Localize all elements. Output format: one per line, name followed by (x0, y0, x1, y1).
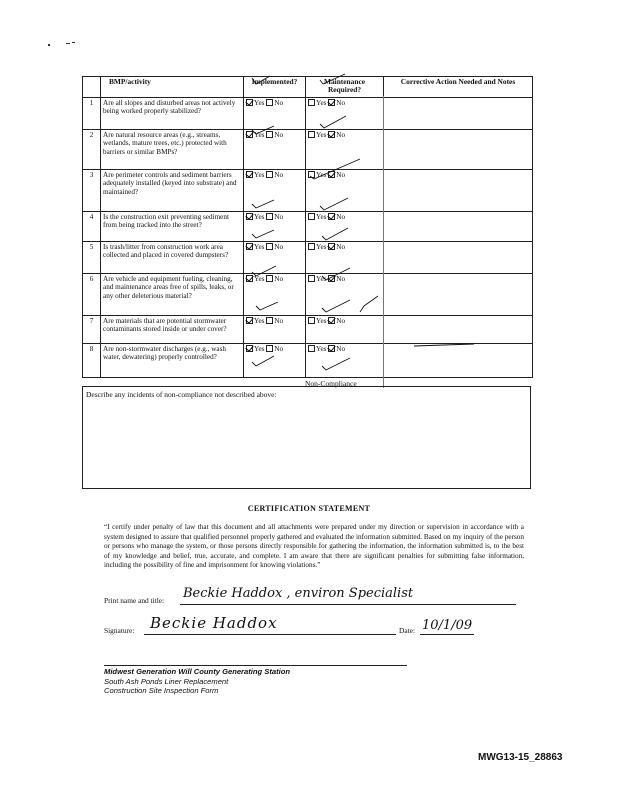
document-id: MWG13-15_28863 (478, 752, 563, 763)
date-line (420, 634, 474, 635)
row-number: 1 (83, 98, 101, 130)
footer-block (104, 667, 290, 696)
print-name-line (180, 604, 516, 605)
scan-dash-line (383, 96, 384, 388)
checkbox-label: Yes (254, 345, 265, 353)
row-question: Are materials that are potential stormwater contaminants stored inside or under cover? (101, 316, 244, 344)
date-handwriting[interactable]: 10/1/09 (422, 618, 473, 633)
checkbox-label: Yes (316, 243, 327, 251)
checkbox-label: Yes (316, 131, 327, 139)
row-question: Are vehicle and equipment fueling, cleaning, and maintenance areas free of spills, leaks, or any other deleterious material? (101, 274, 244, 316)
row-question: Are natural resource areas (e.g., streams, wetlands, mature trees, etc.) protected with barriers or similar BMPs? (101, 130, 244, 170)
checkbox-label: No (336, 213, 346, 221)
signature-label: Signature: (104, 626, 135, 635)
footer-project: South Ash Ponds Liner Replacement (104, 676, 229, 686)
print-name-label: Print name and title: (104, 596, 165, 605)
noncompliance-box[interactable] (82, 386, 531, 489)
row-question: Is trash/litter from construction work area collected and placed in covered dumpsters? (101, 242, 244, 274)
date-label: Date: (399, 626, 416, 635)
checkbox-label: No (274, 171, 284, 179)
checkbox-label: Yes (254, 317, 265, 325)
row-question: Are all slopes and disturbed areas not actively being worked properly stabilized? (101, 98, 244, 130)
checkbox-label: No (336, 243, 346, 251)
certification-title: CERTIFICATION STATEMENT (247, 504, 371, 513)
checkbox-label: No (274, 275, 284, 283)
header-maintenance: Maintenance Required? (306, 77, 384, 98)
row-number: 2 (83, 130, 101, 170)
checkbox-label: Yes (254, 99, 265, 107)
certification-text: “I certify under penalty of law that this document and all attachments were prepared under my direction or supervision in accordance with a system designed to assure that qualified personnel properly gathered and evaluated the information submitted. Based on my inquiry of the person or persons who manage the system, or those persons directly responsible for gathering the information, the information submitted is, to the best of my knowledge and belief, true, accurate, and complete. I am aware that there are significant penalties for submitting false information, including the possibility of fine and imprisonment for knowing violations.” (104, 523, 524, 570)
signature-line (144, 634, 396, 635)
header-bmp: BMP/activity (101, 77, 244, 98)
checkbox-label: Yes (254, 243, 265, 251)
checkbox-label: No (336, 99, 346, 107)
row-number: 4 (83, 212, 101, 242)
row-number: 6 (83, 274, 101, 316)
checkbox-label: No (336, 131, 346, 139)
checkbox-label: No (336, 345, 346, 353)
checkbox-label: Yes (254, 171, 265, 179)
checkbox-label: No (274, 131, 284, 139)
checkbox-label: Yes (316, 345, 327, 353)
noncompliance-prompt: Describe any incidents of non-compliance not described above: (86, 390, 277, 399)
checkbox-label: No (336, 317, 346, 325)
checkbox-label: Yes (254, 275, 265, 283)
checkbox-label: Yes (316, 171, 327, 179)
row-number: 8 (83, 344, 101, 378)
checkbox-label: Yes (316, 317, 327, 325)
checkbox-label: No (274, 243, 284, 251)
checkbox-label: No (336, 275, 346, 283)
checkbox-label: No (274, 317, 284, 325)
checkbox-label: Yes (254, 213, 265, 221)
row-question: Are perimeter controls and sediment barriers adequately installed (keyed into substrate) and maintained? (101, 170, 244, 212)
checkbox-label: Yes (316, 99, 327, 107)
checkbox-label: Yes (316, 213, 327, 221)
row-question: Is the construction exit preventing sediment from being tracked into the street? (101, 212, 244, 242)
row-number: 7 (83, 316, 101, 344)
row-question: Are non-stormwater discharges (e.g., wash water, dewatering) properly controlled? (101, 344, 244, 378)
noncompliance-label: Non-Compliance (305, 379, 357, 388)
checkbox-label: No (274, 99, 284, 107)
footer-station: Midwest Generation Will County Generating Station (104, 667, 290, 676)
row-number: 3 (83, 170, 101, 212)
print-name-handwriting[interactable]: Beckie Haddox , environ Specialist (183, 586, 414, 601)
checkbox-label: Yes (316, 275, 327, 283)
checkbox-label: No (274, 345, 284, 353)
checkbox-label: Yes (254, 131, 265, 139)
footer-form-name: Construction Site Inspection Form (104, 686, 219, 695)
footer-rule (104, 665, 407, 666)
checkbox-label: No (274, 213, 284, 221)
row-number: 5 (83, 242, 101, 274)
checkbox-label: No (336, 171, 346, 179)
header-implemented: Implemented? (244, 77, 306, 98)
signature-handwriting[interactable]: Beckie Haddox (150, 614, 278, 632)
header-corrective: Corrective Action Needed and Notes (384, 77, 533, 98)
